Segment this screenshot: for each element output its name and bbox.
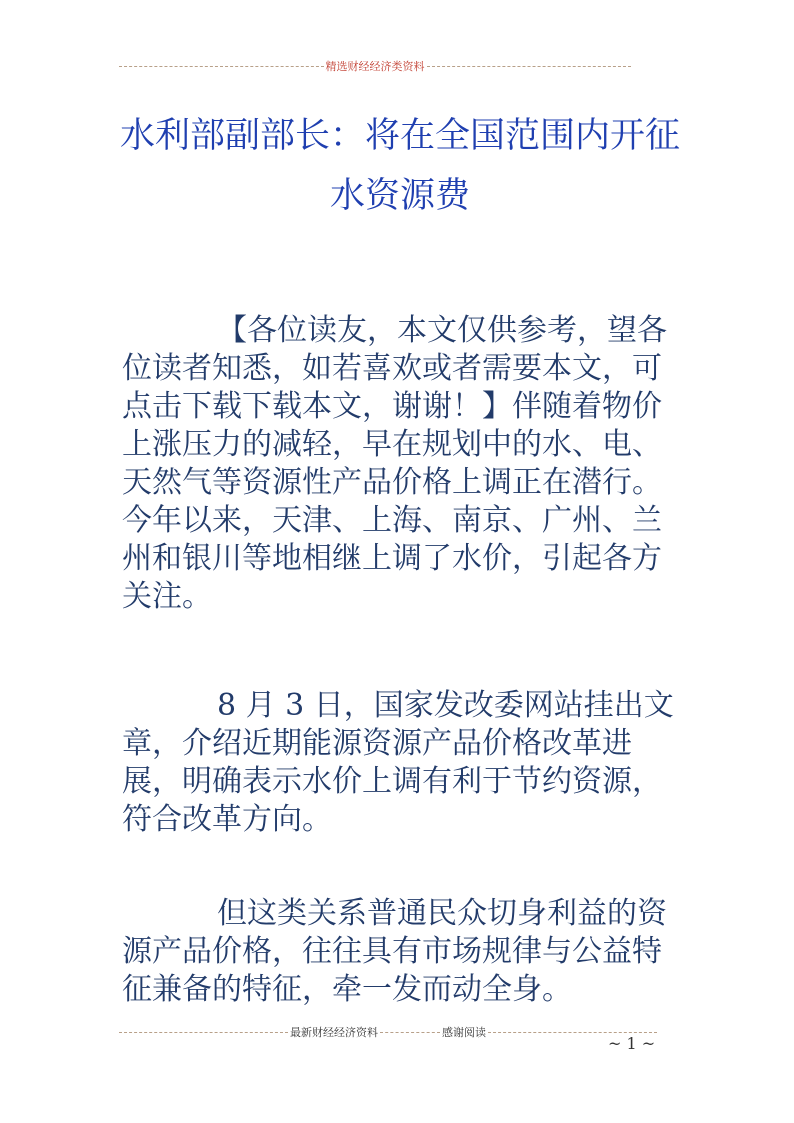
footer-rule-middle	[380, 1032, 440, 1033]
download-notice: 【各位读友，本文仅供参考，望各位读者知悉，如若喜欢或者需要本文，可点击下载下载本文，谢谢！】	[122, 313, 667, 424]
paragraph-2: 8 月 3 日，国家发改委网站挂出文章，介绍近期能源资源产品价格改革进展，明确表示水价上调有利于节约资源，符合改革方向。	[122, 688, 674, 837]
paragraph-1	[122, 312, 674, 616]
title-line-1: 水利部副部长：将在全国范围内开征	[120, 116, 681, 156]
header-label: 精选财经经济类资料	[325, 60, 425, 73]
header-rule-right	[427, 66, 632, 67]
footer-label-left: 最新财经经济资料	[290, 1026, 378, 1039]
footer-label-right: 感谢阅读	[442, 1026, 486, 1039]
document-title	[120, 106, 680, 226]
page-footer	[119, 1024, 657, 1040]
title-line-2: 水资源费	[329, 176, 470, 216]
page-header	[119, 58, 631, 74]
footer-rule-left	[119, 1032, 288, 1033]
paragraph-1-body: 伴随着物价上涨压力的减轻，早在规划中的水、电、天然气等资源性产品价格上调正在潜行。今年以来，天津、上海、南京、广州、兰州和银川等地相继上调了水价，引起各方关注。	[122, 389, 662, 614]
page-number: ~ 1 ~	[608, 1034, 656, 1053]
paragraph-3: 但这类关系普通民众切身利益的资源产品价格，往往具有市场规律与公益特征兼备的特征，牵一发而动全身。	[122, 896, 667, 1007]
header-rule-left	[119, 66, 324, 67]
footer-rule-right	[488, 1032, 657, 1033]
